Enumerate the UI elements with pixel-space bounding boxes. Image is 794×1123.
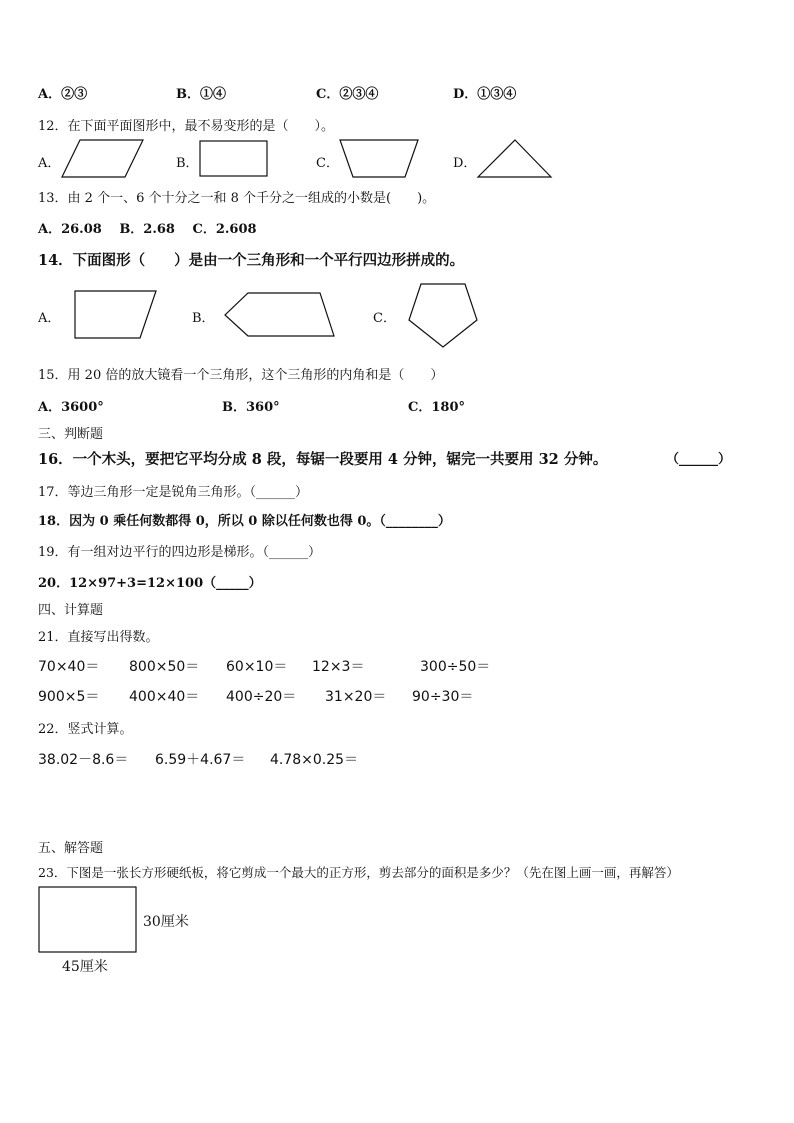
q16-answer-blank[interactable]: （______） bbox=[666, 452, 732, 467]
section-4-title: 四、计算题 bbox=[38, 603, 104, 618]
q21-expr-5: 300÷50＝ bbox=[420, 659, 491, 675]
q11-option-d: D．①③④ bbox=[453, 87, 517, 102]
q21-expr-4: 12×3＝ bbox=[312, 659, 365, 675]
q22-expr-1: 38.02－8.6＝ bbox=[38, 752, 129, 768]
q23-rectangle-figure bbox=[38, 886, 138, 954]
q14-hexagon-shape bbox=[224, 292, 336, 338]
q15-option-a: A．3600° bbox=[38, 400, 104, 415]
q21-expr-2: 800×50＝ bbox=[129, 659, 200, 675]
q14-stem: 14．下面图形（ ）是由一个三角形和一个平行四边形拼成的。 bbox=[38, 252, 465, 269]
q15-stem: 15．用 20 倍的放大镜看一个三角形，这个三角形的内角和是（ ） bbox=[38, 368, 444, 383]
q15-option-c: C．180° bbox=[408, 400, 465, 415]
q17-stem: 17．等边三角形一定是锐角三角形。（______） bbox=[38, 485, 309, 500]
section-5-title: 五、解答题 bbox=[38, 841, 104, 856]
q13-stem: 13．由 2 个一、6 个十分之一和 8 个千分之一组成的小数是( )。 bbox=[38, 191, 436, 206]
q15-option-b: B．360° bbox=[222, 400, 280, 415]
q21-expr-9: 31×20＝ bbox=[325, 689, 387, 705]
q14-option-a: A． bbox=[38, 311, 61, 326]
q20-stem: 20．12×97+3=12×100（_____） bbox=[38, 576, 262, 591]
q19-stem: 19．有一组对边平行的四边形是梯形。（______） bbox=[38, 545, 322, 560]
q14-pentagon-shape bbox=[407, 283, 479, 349]
q12-option-c: C． bbox=[316, 156, 339, 171]
q21-expr-10: 90÷30＝ bbox=[412, 689, 474, 705]
q23-stem: 23．下图是一张长方形硬纸板，将它剪成一个最大的正方形，剪去部分的面积是多少？（先在图上画一画，再解答） bbox=[38, 865, 679, 880]
q12-option-b: B． bbox=[176, 156, 199, 171]
q12-triangle-shape bbox=[477, 139, 553, 179]
q21-expr-3: 60×10＝ bbox=[226, 659, 288, 675]
q22-expr-3: 4.78×0.25＝ bbox=[270, 752, 359, 768]
q16-stem: 16．一个木头，要把它平均分成 8 段，每锯一段要用 4 分钟，锯完一共要用 32 分钟。 bbox=[38, 451, 608, 468]
q23-height-label: 30厘米 bbox=[143, 914, 189, 930]
q12-stem: 12．在下面平面图形中，最不易变形的是（ ）。 bbox=[38, 119, 335, 134]
q12-option-d: D． bbox=[453, 156, 477, 171]
q14-option-b: B． bbox=[192, 311, 215, 326]
q23-width-label: 45厘米 bbox=[62, 959, 108, 975]
q18-stem: 18．因为 0 乘任何数都得 0，所以 0 除以任何数也得 0。（________） bbox=[38, 514, 451, 529]
q12-trapezoid-shape bbox=[339, 139, 419, 179]
q21-expr-1: 70×40＝ bbox=[38, 659, 100, 675]
q21-stem: 21．直接写出得数。 bbox=[38, 630, 159, 645]
q14-trapezoid-shape bbox=[74, 290, 158, 340]
q13-options: A．26.08 B．2.68 C．2.608 bbox=[38, 222, 257, 237]
q21-expr-7: 400×40＝ bbox=[129, 689, 200, 705]
q11-option-c: C．②③④ bbox=[316, 87, 379, 102]
q22-expr-2: 6.59＋4.67＝ bbox=[155, 752, 246, 768]
q11-option-b: B．①④ bbox=[176, 87, 227, 102]
q11-option-a: A．②③ bbox=[38, 87, 88, 102]
q21-expr-6: 900×5＝ bbox=[38, 689, 100, 705]
q21-expr-8: 400÷20＝ bbox=[226, 689, 297, 705]
q12-option-a: A． bbox=[38, 156, 61, 171]
section-3-title: 三、判断题 bbox=[38, 427, 104, 442]
q14-option-c: C． bbox=[373, 311, 396, 326]
q12-rectangle-shape bbox=[199, 140, 269, 178]
q12-parallelogram-shape bbox=[62, 139, 144, 179]
q22-stem: 22．竖式计算。 bbox=[38, 722, 133, 737]
